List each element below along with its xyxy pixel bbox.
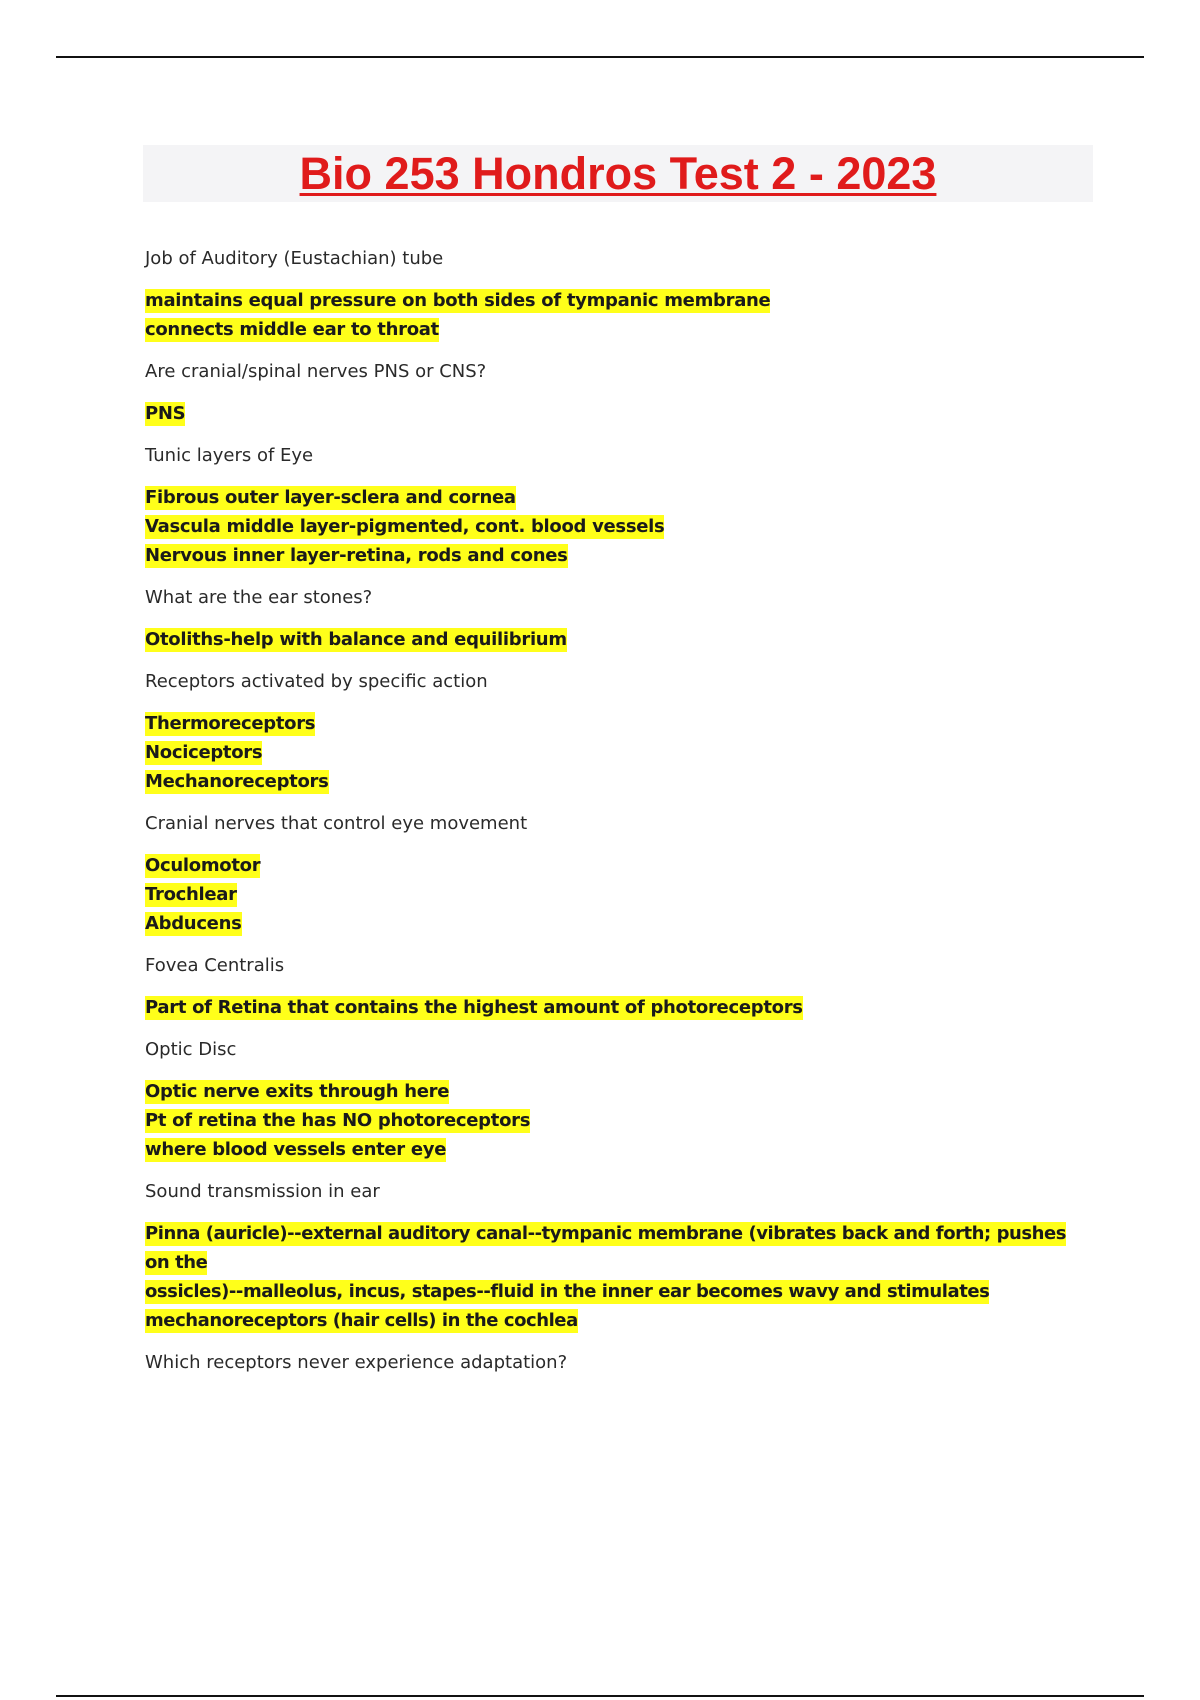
qa-item (145, 951, 1085, 1022)
question: What are the ear stones? (145, 587, 373, 608)
answer-line (145, 1106, 1085, 1135)
highlighted-answer: Thermoreceptors (145, 713, 316, 734)
highlighted-answer: Trochlear (145, 884, 237, 905)
highlighted-answer: Oculomotor (145, 855, 261, 876)
answer-line (145, 483, 1085, 512)
answer-line (145, 1135, 1085, 1164)
answer-line (145, 315, 1085, 344)
question: Job of Auditory (Eustachian) tube (145, 248, 444, 269)
answer-line (145, 1306, 1085, 1335)
qa-item (145, 357, 1085, 428)
highlighted-answer: Abducens (145, 913, 242, 934)
answer (145, 851, 1085, 938)
highlighted-answer: Pinna (auricle)--external auditory canal--tympanic membrane (vibrates back and forth; pushes on the (145, 1223, 1067, 1273)
highlighted-answer: Optic nerve exits through here (145, 1081, 450, 1102)
question: Receptors activated by specific action (145, 671, 488, 692)
answer-line (145, 1277, 1085, 1306)
qa-item (145, 1348, 1085, 1378)
answer (145, 399, 1085, 428)
highlighted-answer: Nervous inner layer-retina, rods and cones (145, 545, 568, 566)
answer-line (145, 851, 1085, 880)
highlighted-answer: Pt of retina the has NO photoreceptors (145, 1110, 531, 1131)
highlighted-answer: Nociceptors (145, 742, 263, 763)
answer (145, 286, 1085, 344)
qa-item (145, 667, 1085, 796)
answer (145, 483, 1085, 570)
answer-line (145, 512, 1085, 541)
highlighted-answer: connects middle ear to throat (145, 319, 439, 340)
highlighted-answer: PNS (145, 403, 186, 424)
answer-line (145, 738, 1085, 767)
answer (145, 993, 1085, 1022)
answer-line (145, 767, 1085, 796)
question: Cranial nerves that control eye movement (145, 813, 528, 834)
answer (145, 1219, 1085, 1335)
qa-item (145, 441, 1085, 570)
highlighted-answer: Otoliths-help with balance and equilibrium (145, 629, 567, 650)
highlighted-answer: mechanoreceptors (hair cells) in the cochlea (145, 1310, 578, 1331)
highlighted-answer: Vascula middle layer-pigmented, cont. blood vessels (145, 516, 665, 537)
highlighted-answer: Mechanoreceptors (145, 771, 329, 792)
answer-line (145, 1219, 1085, 1277)
qa-item (145, 1035, 1085, 1164)
question: Sound transmission in ear (145, 1181, 380, 1202)
answer-line (145, 993, 1085, 1022)
top-rule (56, 56, 1144, 58)
answer-line (145, 909, 1085, 938)
answer (145, 709, 1085, 796)
answer-line (145, 1077, 1085, 1106)
highlighted-answer: Fibrous outer layer-sclera and cornea (145, 487, 516, 508)
answer (145, 1077, 1085, 1164)
highlighted-answer: where blood vessels enter eye (145, 1139, 447, 1160)
bottom-rule (56, 1695, 1144, 1697)
qa-item (145, 809, 1085, 938)
qa-item (145, 244, 1085, 344)
highlighted-answer: ossicles)--malleolus, incus, stapes--fluid in the inner ear becomes wavy and stimulates (145, 1281, 990, 1302)
question: Tunic layers of Eye (145, 445, 314, 466)
question: Optic Disc (145, 1039, 237, 1060)
qa-item (145, 583, 1085, 654)
answer-line (145, 541, 1085, 570)
highlighted-answer: Part of Retina that contains the highest amount of photoreceptors (145, 997, 803, 1018)
question: Are cranial/spinal nerves PNS or CNS? (145, 361, 487, 382)
qa-item (145, 1177, 1085, 1335)
highlighted-answer: maintains equal pressure on both sides of tympanic membrane (145, 290, 771, 311)
question: Which receptors never experience adaptation? (145, 1352, 568, 1373)
answer (145, 625, 1085, 654)
qa-list (145, 244, 1085, 1390)
question: Fovea Centralis (145, 955, 285, 976)
page-title: Bio 253 Hondros Test 2 - 2023 (299, 148, 937, 199)
answer-line (145, 625, 1085, 654)
answer-line (145, 286, 1085, 315)
answer-line (145, 880, 1085, 909)
answer-line (145, 399, 1085, 428)
answer-line (145, 709, 1085, 738)
